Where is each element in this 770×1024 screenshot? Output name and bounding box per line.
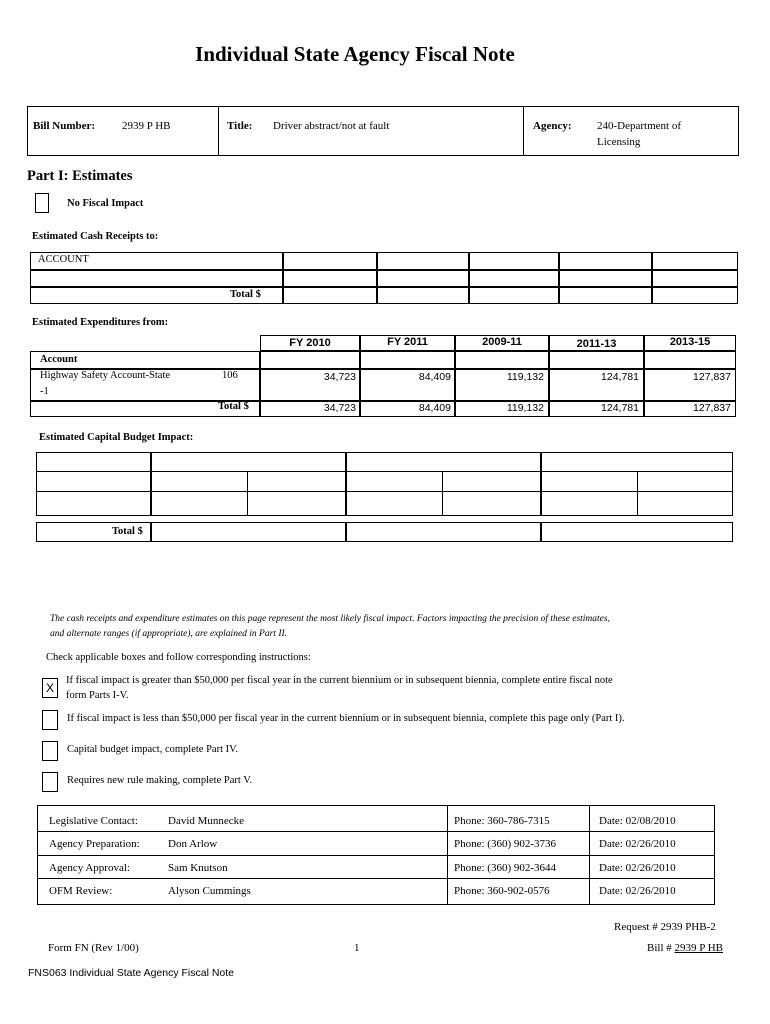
fy-header-2011: FY 2011 [387,336,428,348]
contact-date: Date: 02/26/2010 [599,885,676,897]
fy-header-2009-11: 2009-11 [482,336,522,348]
contact-date: Date: 02/08/2010 [599,815,676,827]
option-rule-making-text: Requires new rule making, complete Part V. [67,775,253,786]
exp-value-2009-11: 119,132 [506,371,544,383]
contact-role: Agency Approval: [49,862,130,874]
exp-value-2013-15: 127,837 [693,371,731,383]
part1-heading: Part I: Estimates [27,168,133,184]
no-fiscal-impact-checkbox[interactable] [35,193,49,213]
agency-label: Agency: [533,120,572,132]
contact-phone: Phone: 360-786-7315 [454,815,550,827]
document-name: FNS063 Individual State Agency Fiscal Note [28,967,235,979]
contact-name: Alyson Cummings [168,885,251,897]
capital-total-label: Total $ [112,526,143,537]
expenditures-table [30,335,736,417]
contact-role: Legislative Contact: [49,815,138,827]
account-header: ACCOUNT [38,254,89,265]
exp-total-2011-13: 124,781 [601,402,639,414]
fy-header-2010: FY 2010 [289,337,331,349]
fy-header-2013-15: 2013-15 [669,336,711,348]
fy-header-2011-13: 2011-13 [576,338,617,350]
title-label: Title: [227,120,253,132]
bill-header-box [27,106,739,156]
contact-phone: Phone: (360) 902-3644 [454,862,557,874]
bill-number-label: Bill Number: [33,120,96,132]
bill-reference-prefix: Bill # [647,942,675,954]
estimate-note-line2: and alternate ranges (if appropriate), are explained in Part II. [50,629,288,639]
exp-account-name-line2: -1 [40,386,49,397]
contact-name: David Munnecke [168,815,245,827]
agency-value-line1: 240-Department of [597,120,681,132]
contact-date: Date: 02/26/2010 [599,862,676,874]
contact-role: Agency Preparation: [49,838,140,850]
page-number: 1 [354,942,360,954]
contact-name: Sam Knutson [168,862,228,874]
request-number: Request # 2939 PHB-2 [614,921,716,933]
exp-total-2009-11: 119,132 [506,402,544,414]
capital-total-row [36,522,733,542]
form-version: Form FN (Rev 1/00) [48,942,139,954]
cash-total-label: Total $ [230,289,261,300]
capital-budget-table [36,452,733,516]
expenditures-label: Estimated Expenditures from: [32,317,169,328]
exp-account-code: 106 [222,370,238,381]
estimate-note-line1: The cash receipts and expenditure estimates on this page represent the most likely fiscal impact. Factors impacting the precision of these estimates, [50,614,610,624]
bill-reference [647,942,723,954]
exp-value-2011-13: 124,781 [601,371,639,383]
contact-name: Don Arlow [168,838,218,850]
bill-number-value: 2939 P HB [122,120,171,132]
instructions-text: Check applicable boxes and follow corresponding instructions: [46,652,311,663]
agency-value-line2: Licensing [597,136,641,148]
cash-receipts-table [30,252,738,304]
exp-total-fy2010: 34,723 [323,402,356,414]
exp-value-fy2011: 84,409 [418,371,451,383]
contact-phone: Phone: 360-902-0576 [454,885,550,897]
no-fiscal-impact-label: No Fiscal Impact [67,198,144,209]
option-rule-making-checkbox[interactable] [42,772,58,792]
contacts-table [37,805,715,905]
contact-role: OFM Review: [49,885,113,897]
option-full-note-text: If fiscal impact is greater than $50,000 per fiscal year in the current biennium or in subsequent biennia, complete entire fiscal note [66,675,613,686]
page-title: Individual State Agency Fiscal Note [195,42,515,66]
exp-total-fy2011: 84,409 [418,402,451,414]
exp-total-label: Total $ [218,401,249,412]
contact-phone: Phone: (360) 902-3736 [454,838,557,850]
contact-date: Date: 02/26/2010 [599,838,676,850]
exp-account-name: Highway Safety Account-State [40,370,171,381]
account-label: Account [40,354,78,365]
option-part1-only-text: If fiscal impact is less than $50,000 per fiscal year in the current biennium or in subsequent biennia, complete this page only (Part I). [67,713,625,724]
option-capital-checkbox[interactable] [42,741,58,761]
option-full-note-text-line2: form Parts I-V. [66,690,129,701]
capital-budget-label: Estimated Capital Budget Impact: [39,432,194,443]
option-capital-text: Capital budget impact, complete Part IV. [67,744,238,755]
title-value: Driver abstract/not at fault [273,120,390,132]
exp-total-2013-15: 127,837 [693,402,731,414]
exp-value-fy2010: 34,723 [323,371,356,383]
option-part1-only-checkbox[interactable] [42,710,58,730]
bill-link[interactable]: 2939 P HB [674,942,724,954]
cash-receipts-label: Estimated Cash Receipts to: [32,231,159,242]
option-full-note-checkbox[interactable]: X [42,678,58,698]
